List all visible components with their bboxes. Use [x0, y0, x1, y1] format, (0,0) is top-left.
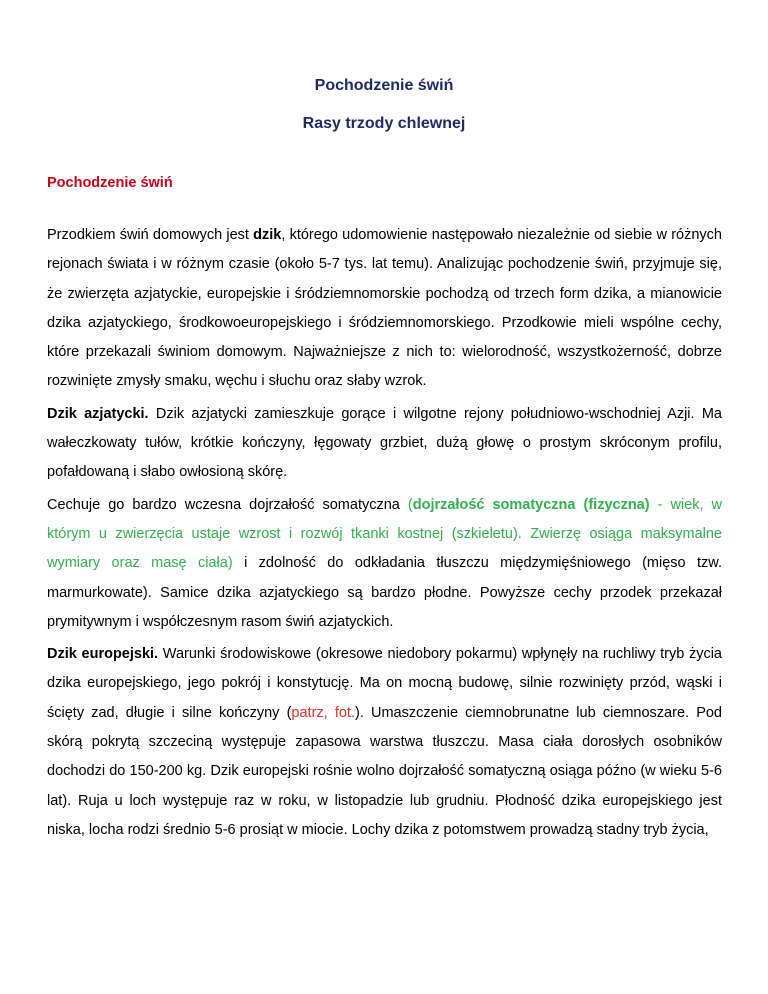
p2-text: Dzik azjatycki zamieszkuje gorące i wilgotne rejony południowo-wschodniej Azji. Ma wałeczkowaty tułów, krótkie kończyny, łęgowaty grzbiet, dużą głowę o prostym skróconym profilu, pofałdowaną i słabo owłosioną skórę.	[47, 405, 722, 481]
p3-text-b: i zdolność do odkładania tłuszczu międzymięśniowego (mięso tzw. marmurkowate). Samice dzika azjatyckiego są bardzo płodne. Powyższe cechy przodek przekazał prymitywnym i współczesnym rasom świń azjatyckich.	[47, 555, 722, 630]
definition-term: dojrzałość somatyczna (fizyczna)	[412, 496, 650, 513]
photo-reference-link[interactable]: patrz, fot.	[291, 704, 355, 721]
p1-bold-term: dzik	[253, 227, 282, 243]
definition-open-paren: (	[407, 496, 413, 513]
paragraph-intro	[47, 221, 722, 397]
section-heading: Pochodzenie świń	[47, 175, 173, 191]
p3-text-a: Cechuje go bardzo wczesna dojrzałość somatyczna	[47, 496, 408, 513]
p1-text-c: , którego udomowienie następowało niezależnie od siebie w różnych rejonach świata i w różnym czasie (około 5-7 tys. lat temu). Analizując pochodzenie świń, przyjmuje się, że zwierzęta azjatyckie, europejskie i śródziemnomorskie pochodzą od trzech form dzika, a mianowicie dzika azjatyckiego, środkowoeuropejskiego i śródziemnomorskiego. Przodkowie mieli wspólne cechy, które przekazali świniom domowym. Najważniejsze z nich to: wielorodność, wszystkożerność, dobrze rozwinięte zmysły smaku, węchu i słuchu oraz słaby wzrok.	[47, 227, 722, 390]
p2-heading: Dzik azjatycki.	[47, 405, 149, 422]
p1-text-a: Przodkiem świń domowych jest	[47, 227, 254, 243]
paragraph-dojrzalosc	[47, 491, 722, 637]
paragraph-dzik-europejski	[47, 640, 722, 845]
p4-text-a: Warunki środowiskowe (okresowe niedobory pokarmu) wpłynęły na ruchliwy tryb życia dzika europejskiego, jego pokrój i konstytucję. Ma on mocną budowę, silnie rozwinięty przód, wąski i ścięty zad, długie i silne kończyny (	[47, 646, 723, 721]
document-title: Pochodzenie świń	[314, 77, 454, 94]
paragraph-dzik-azjatycki	[47, 400, 722, 488]
p4-heading: Dzik europejski.	[47, 646, 159, 663]
p4-text-b: ). Umaszczenie ciemnobrunatne lub ciemnoszare. Pod skórą pokrytą szczeciną występuje zapasowa warstwa tłuszczu. Masa ciała dorosłych osobników dochodzi do 150-200 kg. Dzik europejski rośnie wolno dojrzałość somatyczną osiąga późno (w wieku 5-6 lat). Ruja u loch występuje raz w roku, w listopadzie lub grudniu. Płodność dzika europejskiego jest niska, locha rodzi średnio 5-6 prosiąt w miocie. Lochy dzika z potomstwem prowadzą stadny tryb życia,	[47, 704, 722, 838]
document-body	[47, 221, 722, 845]
document-subtitle: Rasy trzody chlewnej	[302, 115, 466, 132]
definition-text: - wiek, w którym u zwierzęcia ustaje wzrost i rozwój tkanki kostnej (szkieletu). Zwierzę osiąga maksymalne wymiary oraz masę ciała)	[47, 496, 722, 572]
